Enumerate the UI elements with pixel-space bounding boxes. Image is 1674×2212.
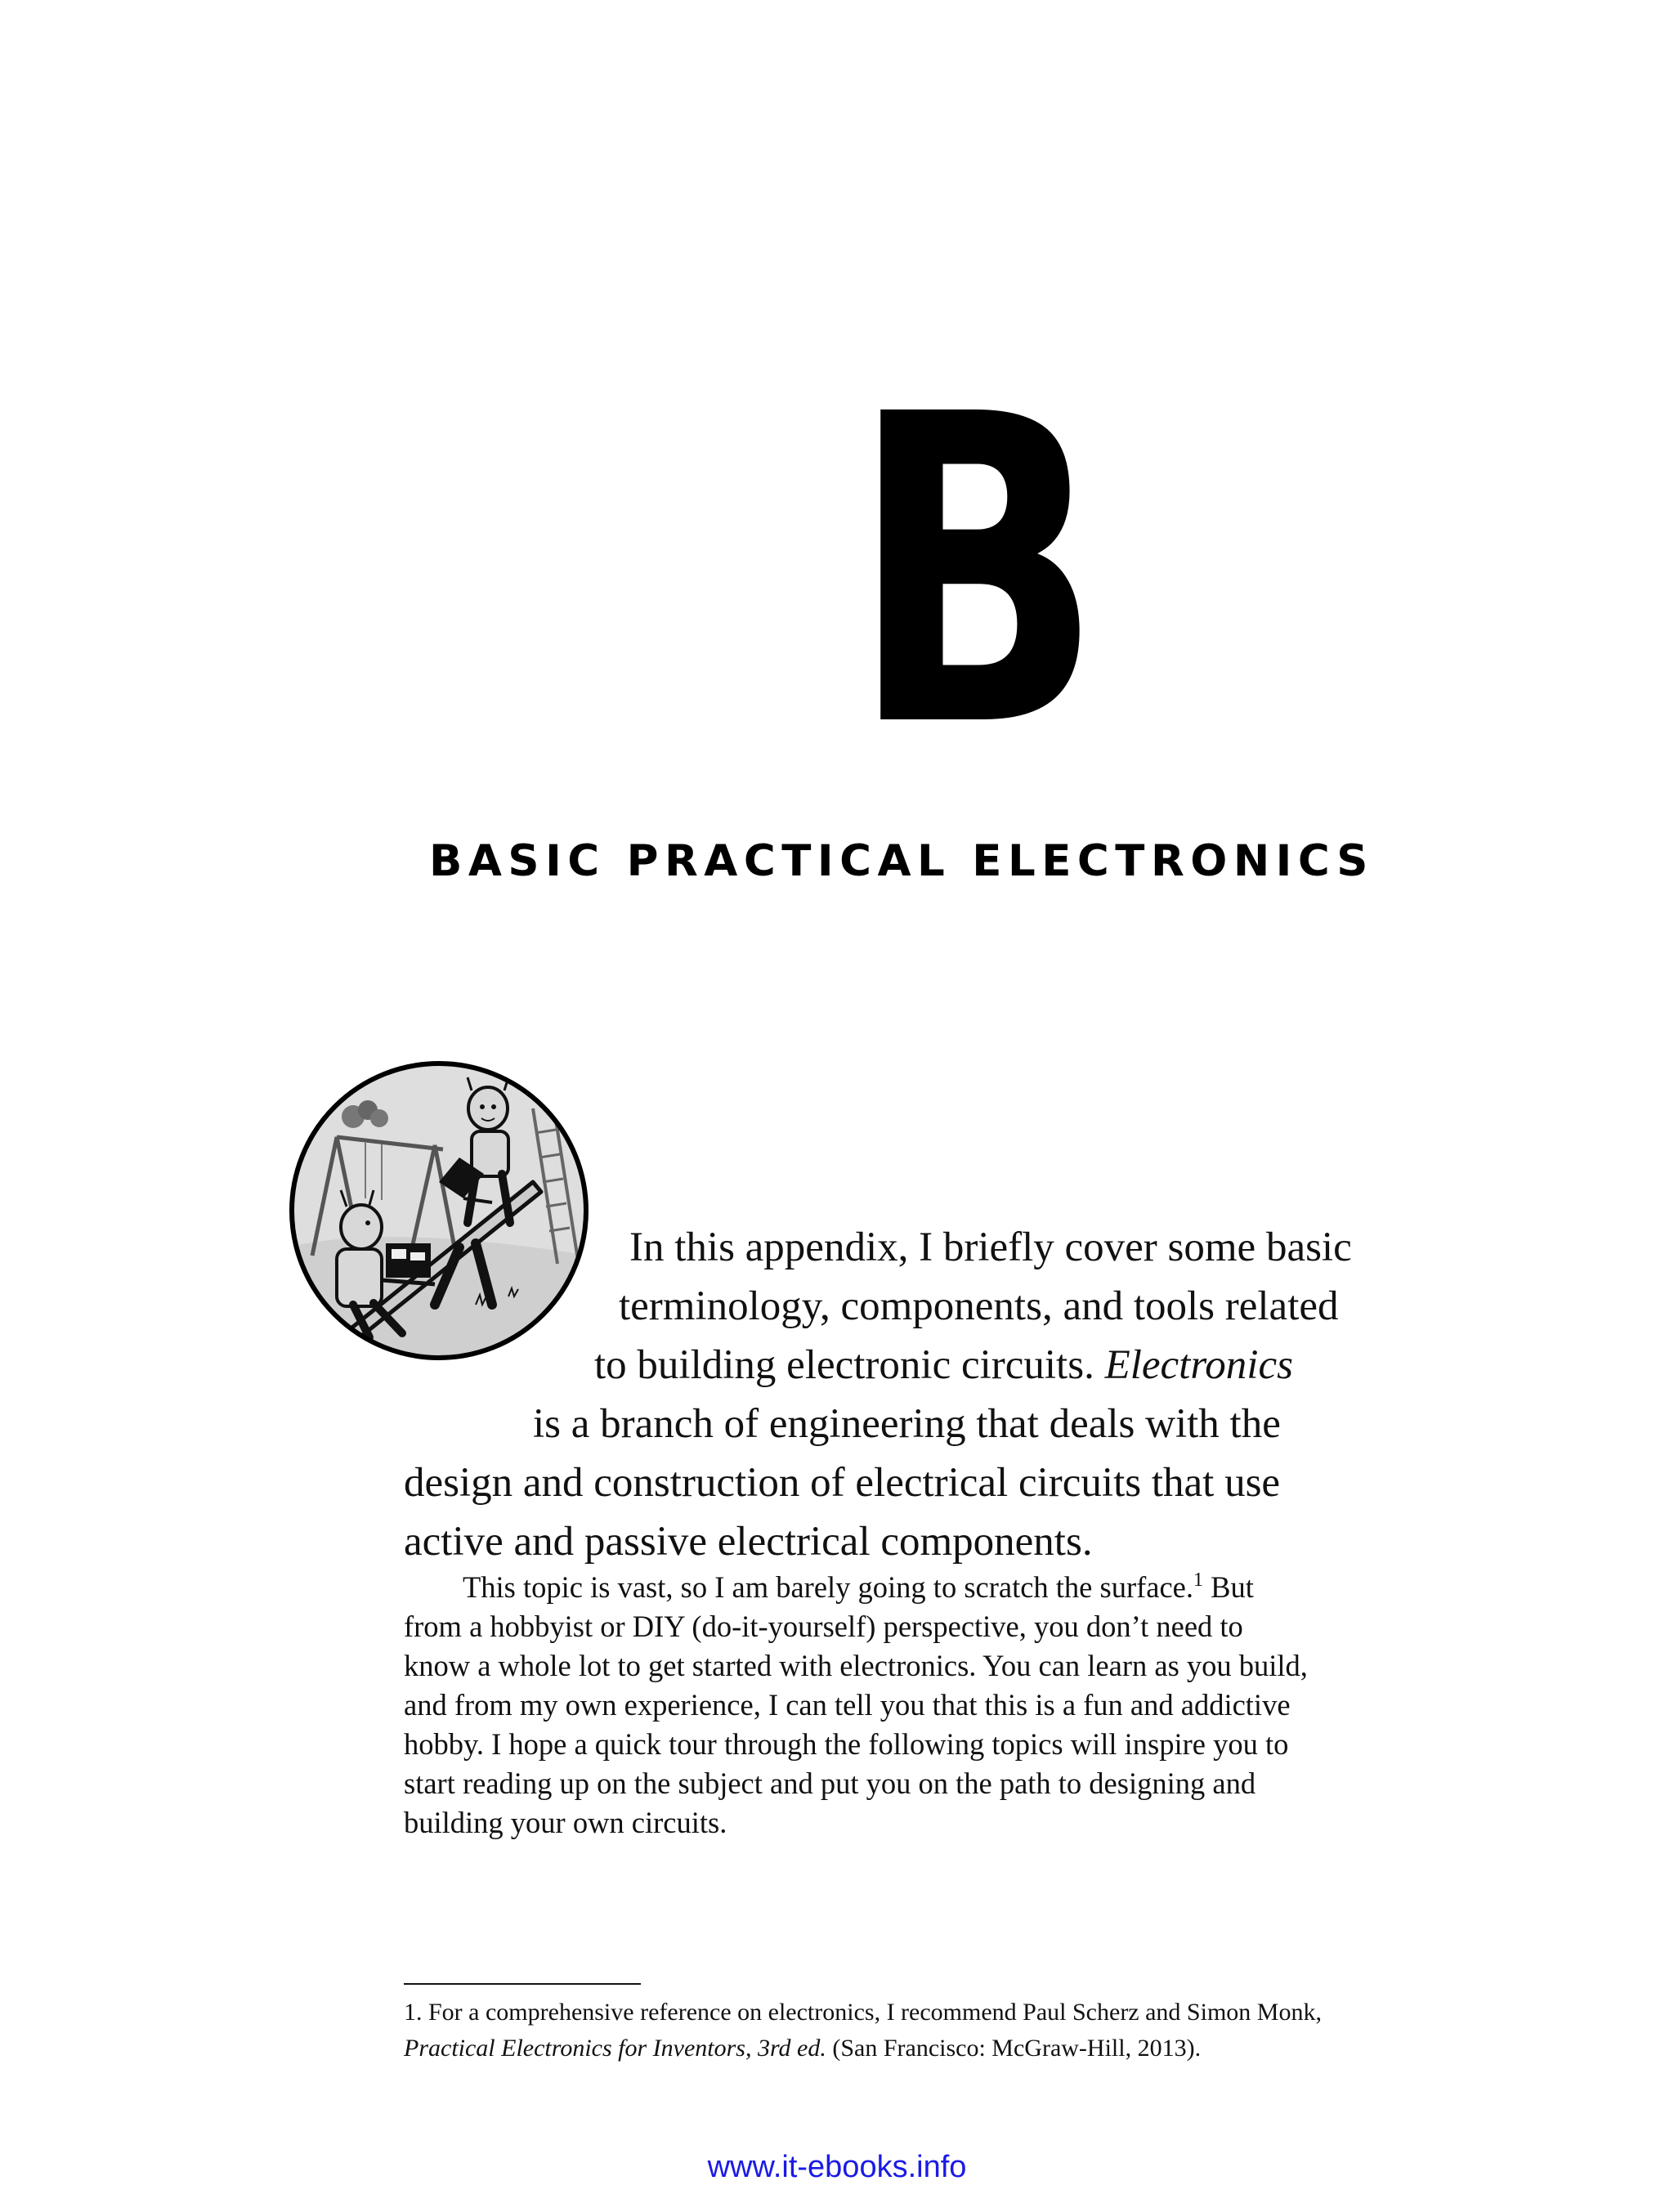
chapter-letter: B xyxy=(850,325,1097,820)
footnote-publication: (San Francisco: McGraw-Hill, 2013). xyxy=(826,2035,1202,2062)
chapter-title: BASIC PRACTICAL ELECTRONICS xyxy=(429,836,1374,886)
lead-line: terminology, components, and tools related xyxy=(619,1283,1339,1329)
body-line: building your own circuits. xyxy=(404,1806,727,1839)
lead-line: In this appendix, I briefly cover some basic xyxy=(629,1225,1352,1270)
lead-line: active and passive electrical components. xyxy=(404,1519,1093,1565)
body-text: But xyxy=(1203,1570,1254,1604)
lead-line xyxy=(594,1336,1293,1395)
watermark-link[interactable]: www.it-ebooks.info xyxy=(707,2150,967,2184)
body-text: This topic is vast, so I am barely going to scratch the surface. xyxy=(463,1570,1194,1604)
footnote-line xyxy=(404,2031,1515,2066)
body-line: know a whole lot to get started with electronics. You can learn as you build, xyxy=(404,1649,1308,1682)
lead-line: is a branch of engineering that deals with the xyxy=(533,1401,1281,1447)
lead-text: to building electronic circuits. xyxy=(594,1342,1094,1388)
body-line: from a hobbyist or DIY (do-it-yourself) perspective, you don’t need to xyxy=(404,1610,1243,1643)
body-paragraph xyxy=(404,1568,1507,1843)
body-line: start reading up on the subject and put you on the path to designing and xyxy=(404,1766,1256,1800)
footnote-reference[interactable]: 1 xyxy=(1193,1569,1204,1591)
body-line: hobby. I hope a quick tour through the following topics will inspire you to xyxy=(404,1727,1289,1761)
body-line xyxy=(404,1568,1507,1607)
footnote-line: 1. For a comprehensive reference on electronics, I recommend Paul Scherz and Simon Monk, xyxy=(404,1999,1322,2026)
footnote xyxy=(404,1995,1515,2066)
body-line: and from my own experience, I can tell you that this is a fun and addictive xyxy=(404,1688,1291,1722)
lead-term-electronics: Electronics xyxy=(1104,1342,1293,1388)
footnote-book-title: Practical Electronics for Inventors, 3rd ed. xyxy=(404,2035,826,2062)
footnote-divider xyxy=(404,1983,641,1985)
robots-seesaw-illustration-icon xyxy=(288,1059,590,1362)
lead-line: design and construction of electrical circuits that use xyxy=(404,1460,1281,1506)
